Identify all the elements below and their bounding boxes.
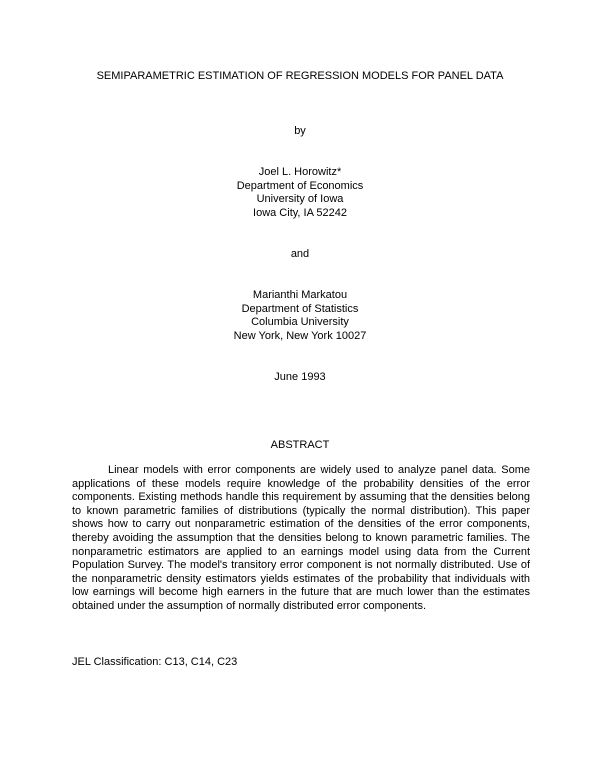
author-name: Joel L. Horowitz* <box>258 166 342 178</box>
by-line: by <box>294 125 306 137</box>
author-institution: Columbia University <box>251 316 349 328</box>
author-block-2 <box>0 289 600 343</box>
author-institution: University of Iowa <box>256 193 344 205</box>
publication-date: June 1993 <box>274 371 326 383</box>
author-block-1 <box>0 166 600 220</box>
abstract-body: Linear models with error components are widely used to analyze panel data. Some applications of these models require knowledge of the probability densities of the error components. Existing methods handle this requirement by assuming that the densities belong to known parametric families of distributions (typically the normal distribution). This paper shows how to carry out nonparametric estimation of the densities of the error components, thereby avoiding the assumption that the densities belong to known parametric families. The nonparametric estimators are applied to an earnings model using data from the Current Population Survey. The model's transitory error component is not normally distributed. Use of the nonparametric density estimators yields estimates of the probability that individuals with low earnings will become high earners in the future that are much lower than the estimates obtained under the assumption of normally distributed error components. <box>72 464 530 612</box>
author-location: Iowa City, IA 52242 <box>253 206 347 219</box>
author-location: New York, New York 10027 <box>233 329 367 342</box>
jel-classification: JEL Classification: C13, C14, C23 <box>72 656 238 668</box>
author-name: Marianthi Markatou <box>252 289 348 301</box>
author-department: Department of Statistics <box>241 302 359 315</box>
abstract-heading: ABSTRACT <box>270 439 330 451</box>
author-department: Department of Economics <box>236 179 364 192</box>
paper-title: SEMIPARAMETRIC ESTIMATION OF REGRESSION MODELS FOR PANEL DATA <box>96 70 504 82</box>
and-separator: and <box>290 248 310 260</box>
